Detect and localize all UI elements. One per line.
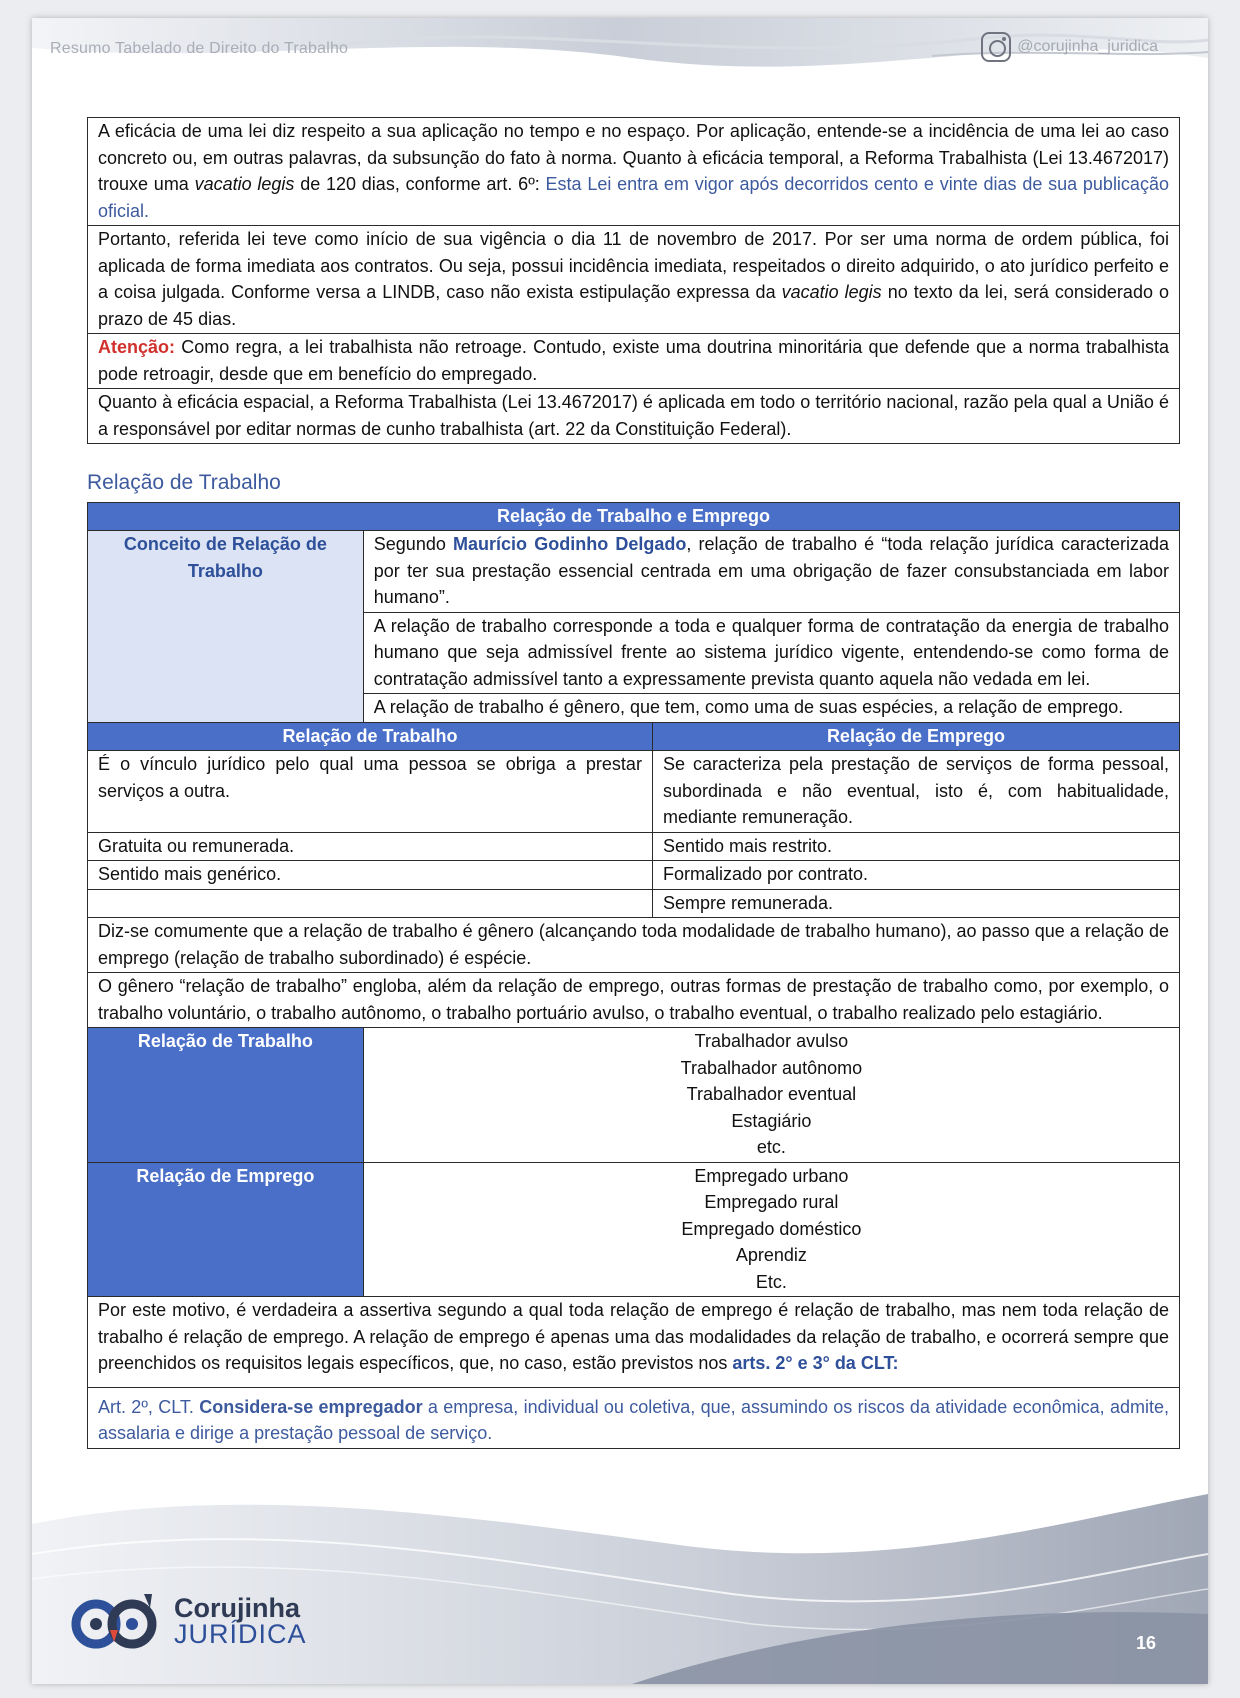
clt-reference: arts. 2° e 3° da CLT:	[732, 1353, 899, 1373]
header-title: Resumo Tabelado de Direito do Trabalho	[50, 40, 349, 57]
owl-logo-icon	[70, 1590, 170, 1652]
concept-row-3: A relação de trabalho é gênero, que tem, como uma de suas espécies, a relação de emprego.	[363, 694, 1179, 723]
genero-paragraph-2: O gênero “relação de trabalho” engloba, além da relação de emprego, outras formas de prestação de trabalho como, por exemplo, o trabalho voluntário, o trabalho autônomo, o trabalho portuário avulso, o trabalho eventual, o trabalho realizado pelo estagiário.	[88, 973, 1180, 1028]
atencao-label: Atenção:	[98, 337, 176, 357]
list-item: Empregado urbano	[694, 1165, 849, 1186]
relacao-trabalho-table	[87, 502, 1180, 1449]
col-header-emprego: Relação de Emprego	[652, 722, 1179, 751]
list-item: etc.	[756, 1137, 786, 1157]
concept-row-1: Segundo Maurício Godinho Delgado, relação de trabalho é “toda relação jurídica caracterizada por ter sua prestação essencial centrada em uma obrigação de fazer consubstanciada em labor humano”.	[363, 531, 1179, 613]
list-item: Trabalhador avulso	[694, 1031, 849, 1051]
table-header: Relação de Trabalho e Emprego	[88, 502, 1180, 531]
brand-name: Corujinha	[174, 1593, 300, 1623]
concept-label: Conceito de Relação de Trabalho	[88, 531, 364, 723]
table-row: Gratuita ou remunerada. Sentido mais restrito.	[88, 832, 1180, 861]
concept-row-2: A relação de trabalho corresponde a toda e qualquer forma de contratação da energia de trabalho humano que seja admissível frente ao sistema jurídico vigente, entendendo-se como forma de contratação admissível tanto a expressamente prevista quanto aquela não vedada em lei.	[363, 612, 1179, 694]
instagram-handle[interactable]	[981, 32, 1158, 62]
list-trabalho	[363, 1028, 1179, 1163]
list-item: Trabalhador eventual	[686, 1084, 857, 1104]
list-item: Etc.	[755, 1271, 787, 1292]
page-number: 16	[1135, 1633, 1156, 1653]
col-header-trabalho: Relação de Trabalho	[88, 722, 653, 751]
list-item: Estagiário	[731, 1110, 812, 1131]
eficacia-table	[87, 117, 1180, 444]
list-emprego	[363, 1162, 1179, 1297]
eficacia-paragraph-1: A eficácia de uma lei diz respeito a sua aplicação no tempo e no espaço. Por aplicação, entende-se a incidência de uma lei ao caso concreto ou, em outras palavras, da subsunção do fato à norma. Quanto à eficácia temporal, a Reforma Trabalhista (Lei 13.4672017) trouxe uma vacatio legis de 120 dias, conforme art. 6º: Esta Lei entra em vigor após decorridos cento e vinte dias de sua publicação oficial.	[88, 118, 1180, 226]
footer-wave-decoration	[32, 1484, 1208, 1684]
table-row: Sentido mais genérico. Formalizado por contrato.	[88, 861, 1180, 890]
list-item: Aprendiz	[735, 1245, 807, 1265]
section-title: Relação de Trabalho	[87, 471, 281, 494]
genero-paragraph-1: Diz-se comumente que a relação de trabalho é gênero (alcançando toda modalidade de trabalho humano), ao passo que a relação de emprego (relação de trabalho subordinado) é espécie.	[88, 918, 1180, 973]
handle-text: @corujinha_juridica	[1017, 38, 1158, 55]
brand-subtitle: JURÍDICA	[174, 1619, 307, 1649]
author-name: Maurício Godinho Delgado	[453, 534, 687, 554]
atencao-paragraph: Atenção: Como regra, a lei trabalhista não retroage. Contudo, existe uma doutrina minoritária que defende que a norma trabalhista pode retroagir, desde que em benefício do empregado.	[88, 334, 1180, 389]
art-6-quote: Esta Lei entra em vigor após decorridos cento e vinte dias de sua publicação oficial.	[98, 174, 1169, 221]
final-paragraph: Por este motivo, é verdadeira a assertiva segundo a qual toda relação de emprego é relação de trabalho, mas nem toda relação de trabalho é relação de emprego. A relação de emprego é apenas uma das modalidades da relação de trabalho, e ocorrerá sempre que preenchidos os requisitos legais específicos, que, no caso, estão previstos nos arts. 2° e 3° da CLT:	[88, 1297, 1180, 1388]
content-area	[87, 117, 1180, 1449]
list-label-emprego: Relação de Emprego	[88, 1162, 364, 1297]
eficacia-paragraph-2: Portanto, referida lei teve como início de sua vigência o dia 11 de novembro de 2017. Por ser uma norma de ordem pública, foi aplicada de forma imediata aos contratos. Ou seja, possui incidência imediata, respeitados o direito adquirido, o ato jurídico perfeito e a coisa julgada. Conforme versa a LINDB, caso não exista estipulação expressa da vacatio legis no texto da lei, será considerado o prazo de 45 dias.	[88, 226, 1180, 334]
list-item: Empregado doméstico	[681, 1218, 862, 1239]
list-item: Empregado rural	[704, 1192, 839, 1212]
table-row: Sempre remunerada.	[88, 889, 1180, 918]
brand-logo	[70, 1590, 307, 1652]
list-item: Trabalhador autônomo	[680, 1057, 863, 1078]
table-row: É o vínculo jurídico pelo qual uma pessoa se obriga a prestar serviços a outra. Se caracteriza pela prestação de serviços de forma pessoal, subordinada e não eventual, isto é, com habitualidade, mediante remuneração.	[88, 751, 1180, 833]
art-2-clt-quote: Art. 2º, CLT. Considera-se empregador a empresa, individual ou coletiva, que, assumindo os riscos da atividade econômica, admite, assalaria e dirige a prestação pessoal de serviço.	[88, 1387, 1180, 1448]
list-label-trabalho: Relação de Trabalho	[88, 1028, 364, 1163]
document-page	[32, 18, 1208, 1684]
eficacia-espacial-paragraph: Quanto à eficácia espacial, a Reforma Trabalhista (Lei 13.4672017) é aplicada em todo o território nacional, razão pela qual a União é a responsável por editar normas de cunho trabalhista (art. 22 da Constituição Federal).	[88, 389, 1180, 444]
instagram-icon	[981, 32, 1011, 62]
